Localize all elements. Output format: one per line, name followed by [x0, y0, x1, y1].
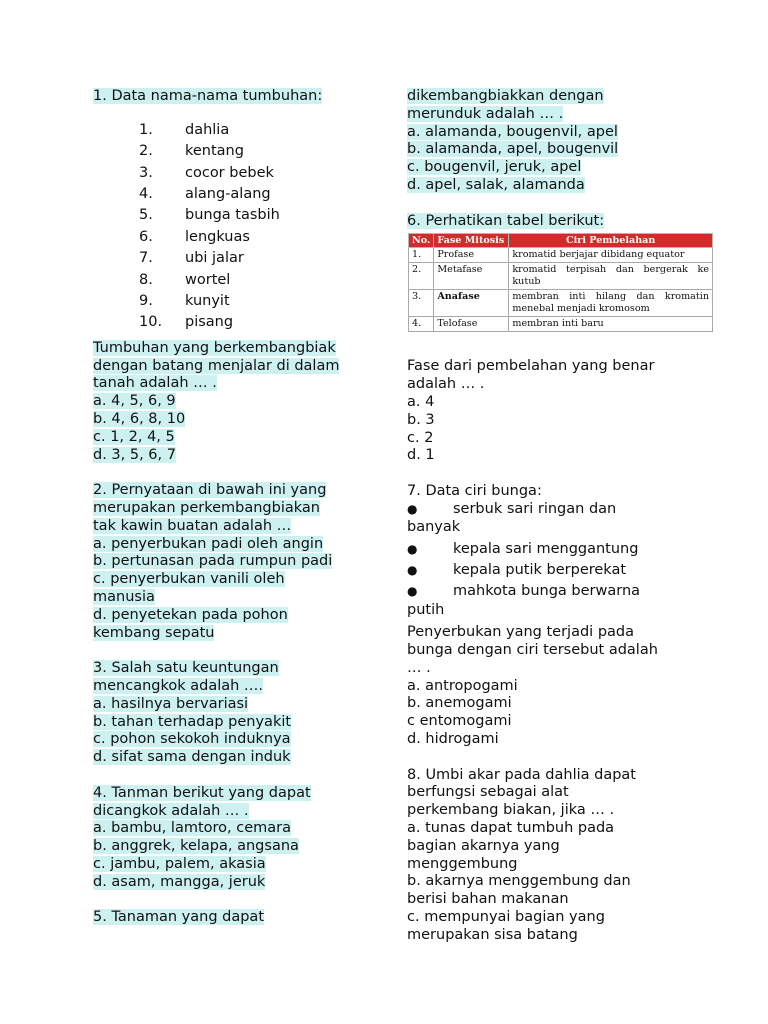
q3-option-a: a. hasilnya bervariasi [93, 695, 249, 712]
q8-question-line: 8. Umbi akar pada dahlia dapat [407, 766, 636, 783]
q4-option-b: b. anggrek, kelapa, angsana [93, 838, 299, 855]
right-column [407, 88, 727, 944]
q2-option-c-cont: manusia [93, 589, 155, 606]
q1-question-line: tanah adalah … . [93, 375, 217, 392]
table-cell: Profase [434, 248, 509, 263]
q4-block [93, 785, 368, 892]
q1-title: 1. Data nama-nama tumbuhan: [93, 88, 323, 104]
q7-question-line: Penyerbukan yang terjadi pada [407, 624, 634, 641]
q3-block [93, 660, 368, 767]
q8-question-line: berfungsi sebagai alat [407, 784, 569, 801]
q6-title: 6. Perhatikan tabel berikut: [407, 212, 605, 229]
table-cell: kromatid terpisah dan bergerak ke kutub [509, 263, 713, 290]
bullet-icon: ● [407, 563, 418, 578]
q7-option-b: b. anemogami [407, 695, 512, 712]
table-header: Ciri Pembelahan [509, 234, 713, 248]
table-cell: kromatid berjajar dibidang equator [509, 248, 713, 263]
q1-option-d: d. 3, 5, 6, 7 [93, 446, 176, 463]
q6-option-d: d. 1 [407, 447, 435, 464]
q2-block [93, 482, 368, 642]
q7-question-line: bunga dengan ciri tersebut adalah [407, 641, 658, 658]
list-item: 7. ubi jalar [139, 250, 244, 267]
q4-option-c: c. jambu, palem, akasia [93, 855, 266, 872]
table-row [409, 263, 713, 290]
q2-option-d: d. penyetekan pada pohon [93, 606, 288, 623]
table-cell: Metafase [434, 263, 509, 290]
bullet-cont: banyak [407, 518, 461, 535]
q2-option-d-cont: kembang sepatu [93, 624, 215, 641]
q4-option-a: a. bambu, lamtoro, cemara [93, 820, 292, 837]
table-cell: membran inti hilang dan kromatin menebal menjadi kromosom [509, 290, 713, 317]
q7-title: 7. Data ciri bunga: [407, 482, 542, 499]
q1-option-c: c. 1, 2, 4, 5 [93, 428, 175, 445]
table-header: Fase Mitosis [434, 234, 509, 248]
q6-question-line: Fase dari pembelahan yang benar [407, 358, 655, 375]
q4-question-line: 4. Tanman berikut yang dapat [93, 784, 311, 801]
bullet-icon: ● [407, 501, 418, 516]
q1-option-b: b. 4, 6, 8, 10 [93, 411, 186, 428]
q3-option-c: c. pohon sekokoh induknya [93, 731, 291, 748]
list-item: 8. wortel [139, 271, 231, 288]
list-item: ● mahkota bunga berwarna [407, 581, 727, 602]
q3-question-line: 3. Salah satu keuntungan [93, 660, 279, 677]
table-row [409, 248, 713, 263]
list-item: 3. cocor bebek [139, 164, 274, 181]
q5-question-line: dikembangbiakkan dengan [407, 88, 604, 104]
table-cell: membran inti baru [509, 317, 713, 332]
q3-question-line: mencangkok adalah …. [93, 678, 264, 694]
table-cell: 3. [409, 290, 434, 317]
q2-question-line: merupakan perkembangbiakan [93, 500, 320, 517]
q1-question-line: Tumbuhan yang berkembangbiak [93, 339, 336, 356]
bullet-icon: ● [407, 542, 418, 557]
q7-option-a: a. antropogami [407, 677, 518, 694]
q6-option-b: b. 3 [407, 411, 435, 428]
q5-block [407, 88, 727, 195]
q5-option-b: b. alamanda, apel, bougenvil [407, 141, 619, 158]
list-item: 5. bunga tasbih [139, 207, 280, 224]
q4-question-line: dicangkok adalah … . [93, 802, 249, 819]
table-header: No. [409, 234, 434, 248]
q3-option-b: b. tahan terhadap penyakit [93, 713, 292, 730]
q4-option-d: d. asam, mangga, jeruk [93, 873, 266, 890]
list-item: ● kepala sari menggantung [407, 539, 727, 560]
q8-question-line: perkembang biakan, jika … . [407, 802, 615, 819]
q5-option-c: c. bougenvil, jeruk, apel [407, 159, 582, 176]
q2-question-line: tak kawin buatan adalah … [93, 517, 292, 534]
q5-question-line: merunduk adalah … . [407, 105, 564, 122]
q8-option-a-cont: menggembung [407, 855, 518, 872]
left-column [93, 88, 368, 927]
q5-question-start: 5. Tanaman yang dapat [93, 909, 265, 926]
q3-option-d: d. sifat sama dengan induk [93, 749, 291, 766]
bullet-cont: putih [407, 602, 445, 619]
q8-option-a-cont: bagian akarnya yang [407, 837, 560, 854]
table-header-row [409, 234, 713, 248]
list-item: ● serbuk sari ringan dan [407, 500, 617, 517]
q6-option-c: c. 2 [407, 429, 434, 446]
list-item: 4. alang-alang [139, 186, 271, 203]
table-row [409, 290, 713, 317]
table-row [409, 317, 713, 332]
q5-option-a: a. alamanda, bougenvil, apel [407, 123, 618, 140]
q7-block [407, 483, 727, 749]
list-item: 10. pisang [139, 314, 234, 331]
list-item: 6. lengkuas [139, 228, 250, 245]
q7-question-line: … . [407, 659, 431, 676]
q1-block [93, 340, 368, 465]
table-cell: 4. [409, 317, 434, 332]
q8-option-c-cont: merupakan sisa batang [407, 926, 578, 943]
q2-option-a: a. penyerbukan padi oleh angin [93, 535, 324, 552]
q2-question-line: 2. Pernyataan di bawah ini yang [93, 482, 327, 499]
q5-option-d: d. apel, salak, alamanda [407, 176, 585, 193]
q8-option-c: c. mempunyai bagian yang [407, 908, 605, 925]
q7-option-c: c entomogami [407, 713, 512, 730]
list-item: 9. kunyit [139, 293, 230, 310]
table-cell: 1. [409, 248, 434, 263]
q6-option-a: a. 4 [407, 393, 435, 410]
q6-question-line: adalah … . [407, 376, 485, 393]
q2-option-b: b. pertunasan pada rumpun padi [93, 553, 333, 570]
list-item: ● kepala putik berperekat [407, 560, 727, 581]
bullet-icon: ● [407, 584, 418, 599]
q1-option-a: a. 4, 5, 6, 9 [93, 393, 176, 410]
q6-block [407, 358, 727, 465]
list-item: 2. kentang [139, 143, 244, 160]
q8-option-b: b. akarnya menggembung dan [407, 873, 631, 890]
table-cell: 2. [409, 263, 434, 290]
table-cell: Anafase [434, 290, 509, 317]
q8-option-a: a. tunas dapat tumbuh pada [407, 819, 615, 836]
list-item: 1. dahlia [139, 121, 230, 138]
q2-option-c: c. penyerbukan vanili oleh [93, 571, 285, 588]
mitosis-table [408, 233, 713, 332]
table-cell: Telofase [434, 317, 509, 332]
q7-option-d: d. hidrogami [407, 730, 499, 747]
q8-block [407, 767, 727, 945]
q8-option-b-cont: berisi bahan makanan [407, 891, 569, 908]
q1-question-line: dengan batang menjalar di dalam [93, 357, 340, 374]
plant-list [93, 120, 368, 334]
